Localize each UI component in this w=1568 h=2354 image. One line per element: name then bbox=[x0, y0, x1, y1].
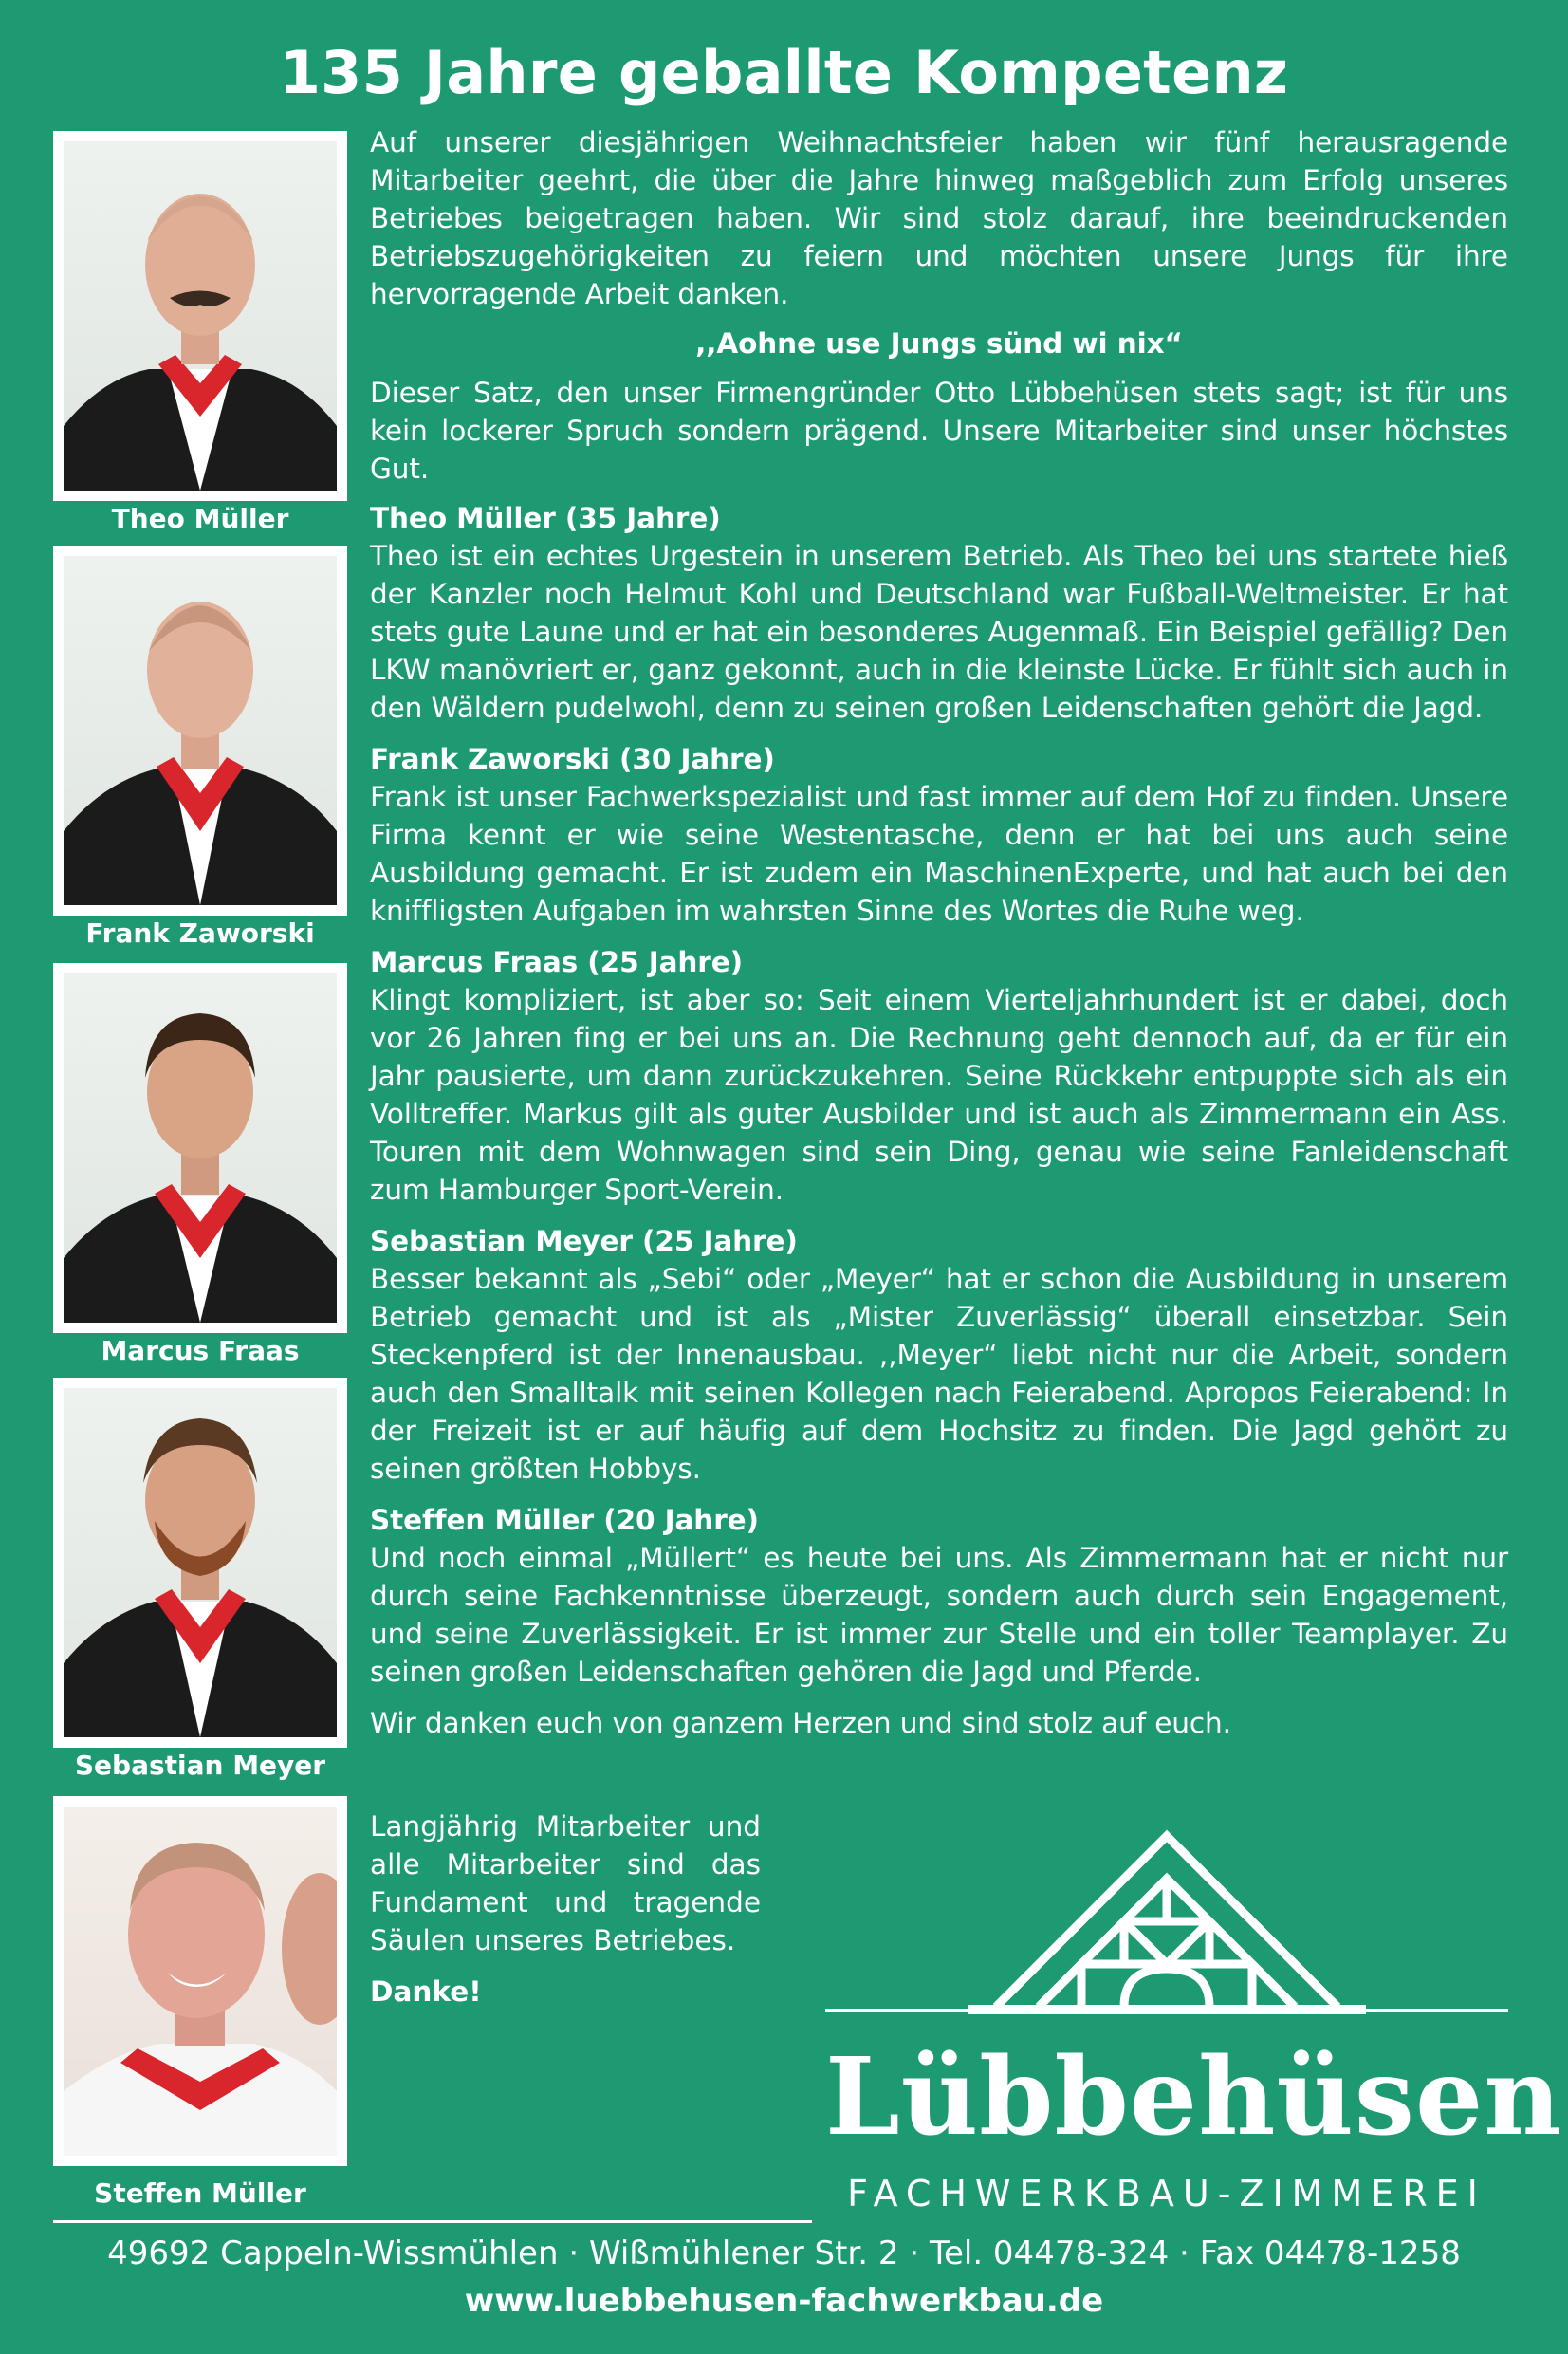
portrait-photo-steffen bbox=[64, 1807, 337, 2156]
company-logo bbox=[825, 1812, 1562, 2230]
section-theo bbox=[370, 499, 1508, 727]
danke-text: Danke! bbox=[370, 1975, 482, 2008]
closing-block bbox=[370, 1807, 761, 2024]
section-sebastian bbox=[370, 1222, 1508, 1488]
photo-frame bbox=[53, 1378, 347, 1748]
section-text: Frank ist unser Fachwerkspezialist und fast immer auf dem Hof zu finden. Unsere Firma kennt er wie seine Westentasche, denn er hat bei uns auch seine Ausbildung gemacht. Er ist zudem ein MaschinenExperte, und hat auch bei den kniffligsten Aufgaben im wahrsten Sinne des Wortes die Ruhe weg. bbox=[370, 781, 1508, 927]
half-timbered-house-icon bbox=[825, 1812, 1508, 2040]
intro-paragraph: Auf unserer diesjährigen Weihnachtsfeier haben wir fünf herausragende Mitarbeiter geehrt, die über die Jahre hinweg maßgeblich zum Erfolg unseres Betriebes beigetragen haben. Wir sind stolz darauf, ihre beeindruckenden Betriebszugehörigkeiten zu feiern und möchten unsere Jungs für ihre hervorragende Arbeit danken. bbox=[370, 126, 1508, 310]
footer-address: 49692 Cappeln-Wissmühlen · Wißmühlener Str. 2 · Tel. 04478-324 · Fax 04478-1258 bbox=[107, 2234, 1461, 2272]
photo-frame bbox=[53, 131, 347, 501]
section-frank bbox=[370, 740, 1508, 930]
thanks-line: Wir danken euch von ganzem Herzen und sind stolz auf euch. bbox=[370, 1707, 1231, 1739]
section-text: Besser bekannt als „Sebi“ oder „Meyer“ hat er schon die Ausbildung in unserem Betrieb gemacht und ist als „Mister Zuverlässig“ überall einsetzbar. Sein Steckenpferd ist der Innenausbau. ,,Meyer“ liebt nicht nur die Arbeit, sondern auch den Smalltalk mit seinen Kollegen nach Feierabend. Apropos Feierabend: In der Freizeit ist er auf häufig auf dem Hochsitz zu finden. Die Jagd gehört zu seinen größten Hobbys. bbox=[370, 1263, 1508, 1485]
section-heading: Theo Müller (35 Jahre) bbox=[370, 502, 721, 534]
section-text: Theo ist ein echtes Urgestein in unserem Betrieb. Als Theo bei uns startete hieß der Kanzler noch Helmut Kohl und Deutschland war Fußball-Weltmeister. Er hat stets gute Laune und er hat ein besonderes Augenmaß. Ein Beispiel gefällig? Den LKW manövriert er, ganz gekonnt, auch in die kleinste Lücke. Er fühlt sich auch in den Wäldern pudelwohl, denn zu seinen großen Leidenschaften gehört die Jagd. bbox=[370, 540, 1508, 724]
person-caption: Theo Müller bbox=[111, 503, 289, 534]
section-heading: Sebastian Meyer (25 Jahre) bbox=[370, 1225, 798, 1257]
person-caption: Steffen Müller bbox=[94, 2178, 306, 2209]
footer-divider bbox=[53, 2220, 812, 2223]
person-caption: Frank Zaworski bbox=[85, 918, 315, 949]
portrait-photo-sebastian bbox=[64, 1388, 337, 1737]
section-steffen bbox=[370, 1501, 1508, 1691]
section-heading: Frank Zaworski (30 Jahre) bbox=[370, 743, 775, 775]
photo-frame bbox=[53, 963, 347, 1333]
section-heading: Marcus Fraas (25 Jahre) bbox=[370, 946, 744, 978]
portrait-photo-frank bbox=[64, 556, 337, 905]
photo-frame bbox=[53, 546, 347, 916]
footer-website-link[interactable]: www.luebbehusen-fachwerkbau.de bbox=[464, 2282, 1104, 2320]
person-caption: Marcus Fraas bbox=[101, 1335, 300, 1366]
section-text: Und noch einmal „Müllert“ es heute bei uns. Als Zimmermann hat er nicht nur durch seine Fachkenntnisse überzeugt, sondern auch durch sein Engagement, und seine Zuverlässigkeit. Er ist immer zur Stelle und ein toller Teamplayer. Zu seinen großen Leidenschaften gehören die Jagd und Pferde. bbox=[370, 1542, 1508, 1688]
section-text: Klingt kompliziert, ist aber so: Seit einem Vierteljahrhundert ist er dabei, doch vor 26 Jahren fing er bei uns an. Die Rechnung geht dennoch auf, da er für ein Jahr pausierte, um dann zurückzukehren. Seine Rückkehr entpuppte sich als ein Volltreffer. Markus gilt als guter Ausbilder und ist auch als Zimmermann ein Ass. Touren mit dem Wohnwagen sind sein Ding, genau wie seine Fanleidenschaft zum Hamburger Sport-Verein. bbox=[370, 984, 1508, 1206]
portrait-photo-theo bbox=[64, 141, 337, 491]
portrait-photo-marcus bbox=[64, 973, 337, 1323]
person-caption: Sebastian Meyer bbox=[74, 1750, 326, 1781]
photo-frame bbox=[53, 1796, 347, 2166]
page-title: 135 Jahre geballte Kompetenz bbox=[279, 38, 1289, 107]
section-heading: Steffen Müller (20 Jahre) bbox=[370, 1504, 759, 1536]
logo-tagline: FACHWERKBAU-ZIMMEREI bbox=[847, 2173, 1486, 2215]
quote-paragraph: Dieser Satz, den unser Firmengründer Otto Lübbehüsen stets sagt; ist für uns kein lockerer Spruch sondern prägend. Unsere Mitarbeiter sind unser höchstes Gut. bbox=[370, 377, 1508, 485]
logo-wordmark: Lübbehüsen bbox=[825, 2035, 1562, 2159]
section-marcus bbox=[370, 943, 1508, 1209]
quote-heading: ,,Aohne use Jungs sünd wi nix“ bbox=[695, 327, 1183, 360]
closing-paragraph: Langjährig Mitarbeiter und alle Mitarbeiter sind das Fundament und tragende Säulen unseres Betriebes. bbox=[370, 1810, 761, 1956]
article-body bbox=[370, 123, 1508, 1753]
